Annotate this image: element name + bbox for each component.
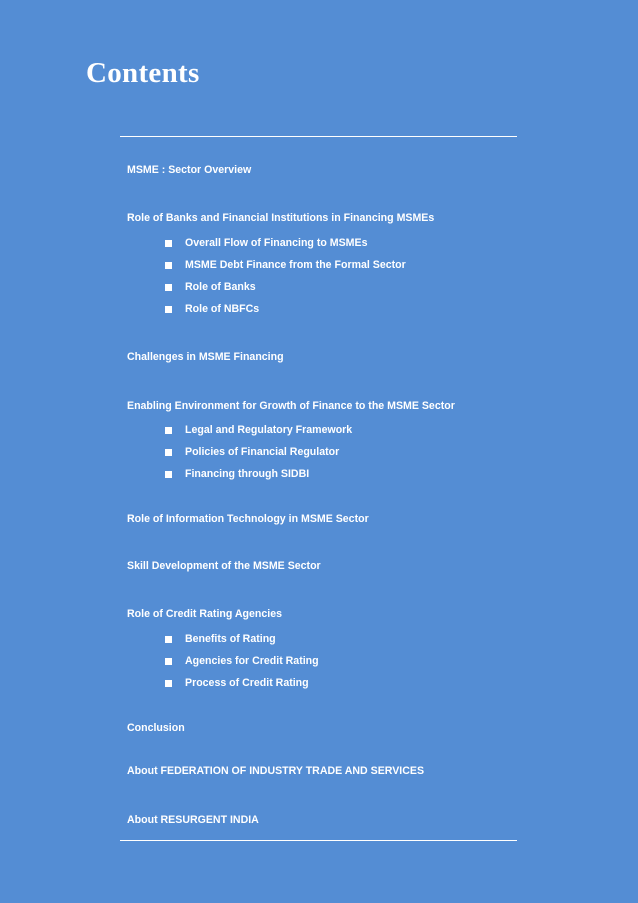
toc-entry-enabling-environment[interactable]: Enabling Environment for Growth of Finance to the MSME Sector — [127, 400, 455, 412]
toc-entry-information-technology[interactable]: Role of Information Technology in MSME Sector — [127, 513, 369, 525]
toc-subentry-label: Financing through SIDBI — [185, 468, 310, 480]
square-bullet-icon — [165, 471, 172, 478]
toc-subentry-label: Agencies for Credit Rating — [185, 655, 319, 667]
toc-entry-conclusion[interactable]: Conclusion — [127, 722, 185, 734]
toc-subentry-label: Legal and Regulatory Framework — [185, 424, 353, 436]
toc-entry-sector-overview[interactable]: MSME : Sector Overview — [127, 164, 252, 176]
square-bullet-icon — [165, 636, 172, 643]
toc-subentry[interactable] — [165, 633, 276, 645]
toc-subentry[interactable] — [165, 303, 259, 315]
square-bullet-icon — [165, 262, 172, 269]
toc-subentry[interactable] — [165, 237, 367, 249]
toc-entry-skill-development[interactable]: Skill Development of the MSME Sector — [127, 560, 321, 572]
toc-subentry[interactable] — [165, 655, 319, 667]
toc-subentry[interactable] — [165, 259, 406, 271]
toc-subentry-label: Benefits of Rating — [185, 633, 276, 645]
square-bullet-icon — [165, 306, 172, 313]
toc-entry-about-federation[interactable]: About FEDERATION OF INDUSTRY TRADE AND SERVICES — [127, 765, 425, 777]
toc-subentry[interactable] — [165, 677, 309, 689]
toc-subentry[interactable] — [165, 446, 339, 458]
toc-entry-credit-rating-agencies[interactable]: Role of Credit Rating Agencies — [127, 608, 283, 620]
square-bullet-icon — [165, 449, 172, 456]
toc-entry-challenges[interactable]: Challenges in MSME Financing — [127, 351, 284, 363]
square-bullet-icon — [165, 284, 172, 291]
top-divider — [120, 136, 517, 137]
toc-subentry-label: MSME Debt Finance from the Formal Sector — [185, 259, 406, 271]
bottom-divider — [120, 840, 517, 841]
toc-subentry-label: Overall Flow of Financing to MSMEs — [185, 237, 368, 249]
toc-subentry[interactable] — [165, 424, 352, 436]
square-bullet-icon — [165, 427, 172, 434]
toc-subentry[interactable] — [165, 468, 309, 480]
toc-subentry-label: Policies of Financial Regulator — [185, 446, 340, 458]
toc-subentry-label: Role of NBFCs — [185, 303, 260, 315]
page-title: Contents — [86, 57, 200, 89]
toc-subentry[interactable] — [165, 281, 256, 293]
toc-subentry-label: Role of Banks — [185, 281, 256, 293]
toc-entry-role-of-banks[interactable]: Role of Banks and Financial Institutions in Financing MSMEs — [127, 212, 435, 224]
toc-subentry-label: Process of Credit Rating — [185, 677, 309, 689]
square-bullet-icon — [165, 240, 172, 247]
square-bullet-icon — [165, 680, 172, 687]
toc-entry-about-resurgent-india[interactable]: About RESURGENT INDIA — [127, 814, 259, 826]
square-bullet-icon — [165, 658, 172, 665]
